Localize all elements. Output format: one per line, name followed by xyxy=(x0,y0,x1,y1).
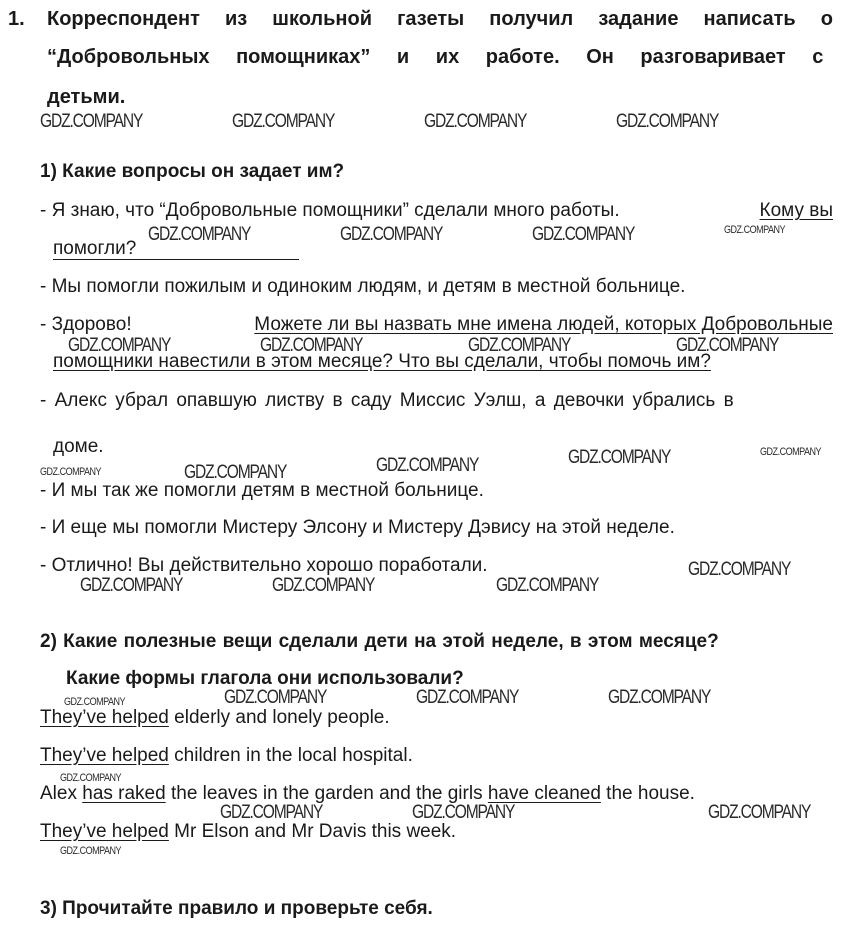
watermark: GDZ.COMPANY xyxy=(64,696,126,708)
question-underlined-3b: помощники навестили в этом месяце? Что вы сделали, чтобы помочь им? xyxy=(53,351,711,372)
question-2-title-line-2: Какие формы глагола они использовали? xyxy=(66,668,464,689)
watermark: GDZ.COMPANY xyxy=(220,802,323,823)
watermark: GDZ.COMPANY xyxy=(532,224,635,245)
question-3-title: 3) Прочитайте правило и проверьте себя. xyxy=(40,898,433,919)
watermark: GDZ.COMPANY xyxy=(568,447,671,468)
dialogue-line-5: - И мы так же помогли детям в местной больнице. xyxy=(40,480,484,501)
sentence-part: Alex xyxy=(40,783,83,804)
watermark: GDZ.COMPANY xyxy=(60,845,122,857)
watermark: GDZ.COMPANY xyxy=(260,335,363,356)
sentence-part: the house. xyxy=(600,783,695,804)
watermark: GDZ.COMPANY xyxy=(608,687,711,708)
task-number: 1. xyxy=(8,8,25,30)
task-text-line-1 xyxy=(47,8,833,31)
dialogue-line-6: - И еще мы помогли Мистеру Элсону и Мистеру Дэвису на этой неделе. xyxy=(40,517,675,538)
task-text-line-1-content: Корреспондент из школьной газеты получил задание написать о xyxy=(47,8,833,30)
watermark: GDZ.COMPANY xyxy=(416,687,519,708)
verb-form-underlined: They’ve helped xyxy=(40,707,169,728)
question-1-title: 1) Какие вопросы он задает им? xyxy=(40,161,345,182)
watermark: GDZ.COMPANY xyxy=(468,335,571,356)
english-sentence-2 xyxy=(40,745,413,767)
watermark: GDZ.COMPANY xyxy=(340,224,443,245)
english-sentence-1 xyxy=(40,707,390,729)
dialogue-line-4-cont: доме. xyxy=(53,436,104,457)
question-2-title-line-1: 2) Какие полезные вещи сделали дети на этой неделе, в этом месяце? xyxy=(40,631,719,652)
verb-form-underlined: has raked xyxy=(82,783,166,804)
sentence-rest: children in the local hospital. xyxy=(168,745,413,766)
watermark: GDZ.COMPANY xyxy=(232,111,335,132)
dialogue-line-3 xyxy=(40,314,833,336)
watermark: GDZ.COMPANY xyxy=(60,772,122,784)
watermark: GDZ.COMPANY xyxy=(412,802,515,823)
sentence-rest: Mr Elson and Mr Davis this week. xyxy=(168,821,457,842)
watermark: GDZ.COMPANY xyxy=(424,111,527,132)
verb-form-underlined: have cleaned xyxy=(487,783,601,804)
watermark: GDZ.COMPANY xyxy=(760,446,822,458)
dialogue-line-1 xyxy=(40,200,833,222)
dialogue-line-3-lead: - Здорово! xyxy=(40,314,132,335)
dialogue-line-7: - Отлично! Вы действительно хорошо поработали. xyxy=(40,555,488,576)
watermark: GDZ.COMPANY xyxy=(376,455,479,476)
watermark: GDZ.COMPANY xyxy=(68,335,171,356)
verb-form-underlined: They’ve helped xyxy=(40,745,169,766)
english-sentence-3 xyxy=(40,783,695,805)
watermark: GDZ.COMPANY xyxy=(496,575,599,596)
task-text-line-3: детьми. xyxy=(47,86,126,108)
watermark: GDZ.COMPANY xyxy=(148,224,251,245)
watermark: GDZ.COMPANY xyxy=(676,335,779,356)
watermark: GDZ.COMPANY xyxy=(272,575,375,596)
task-text-line-2: “Добровольных помощниках” и их работе. Он разговаривает с xyxy=(47,46,824,68)
watermark: GDZ.COMPANY xyxy=(688,559,791,580)
question-underlined-3a: Можете ли вы назвать мне имена людей, которых Добровольные xyxy=(254,314,833,335)
question-underlined-1a: Кому вы xyxy=(759,200,833,221)
watermark: GDZ.COMPANY xyxy=(708,802,811,823)
sentence-rest: elderly and lonely people. xyxy=(168,707,390,728)
dialogue-line-4: - Алекс убрал опавшую листву в саду Миссис Уэлш, а девочки убрались в xyxy=(40,390,734,411)
english-sentence-4 xyxy=(40,821,456,843)
watermark: GDZ.COMPANY xyxy=(184,462,287,483)
watermark: GDZ.COMPANY xyxy=(724,224,786,236)
dialogue-line-2: - Мы помогли пожилым и одиноким людям, и детям в местной больнице. xyxy=(40,276,686,297)
watermark: GDZ.COMPANY xyxy=(80,575,183,596)
watermark: GDZ.COMPANY xyxy=(40,111,143,132)
question-underlined-1b: помогли? xyxy=(53,238,137,259)
watermark: GDZ.COMPANY xyxy=(224,687,327,708)
dialogue-line-1-lead: - Я знаю, что “Добровольные помощники” сделали много работы. xyxy=(40,200,620,221)
verb-form-underlined: They’ve helped xyxy=(40,821,169,842)
watermark: GDZ.COMPANY xyxy=(616,111,719,132)
watermark: GDZ.COMPANY xyxy=(40,466,102,478)
answer-blank-line xyxy=(53,259,299,260)
sentence-part: the leaves in the garden and the girls xyxy=(165,783,488,804)
